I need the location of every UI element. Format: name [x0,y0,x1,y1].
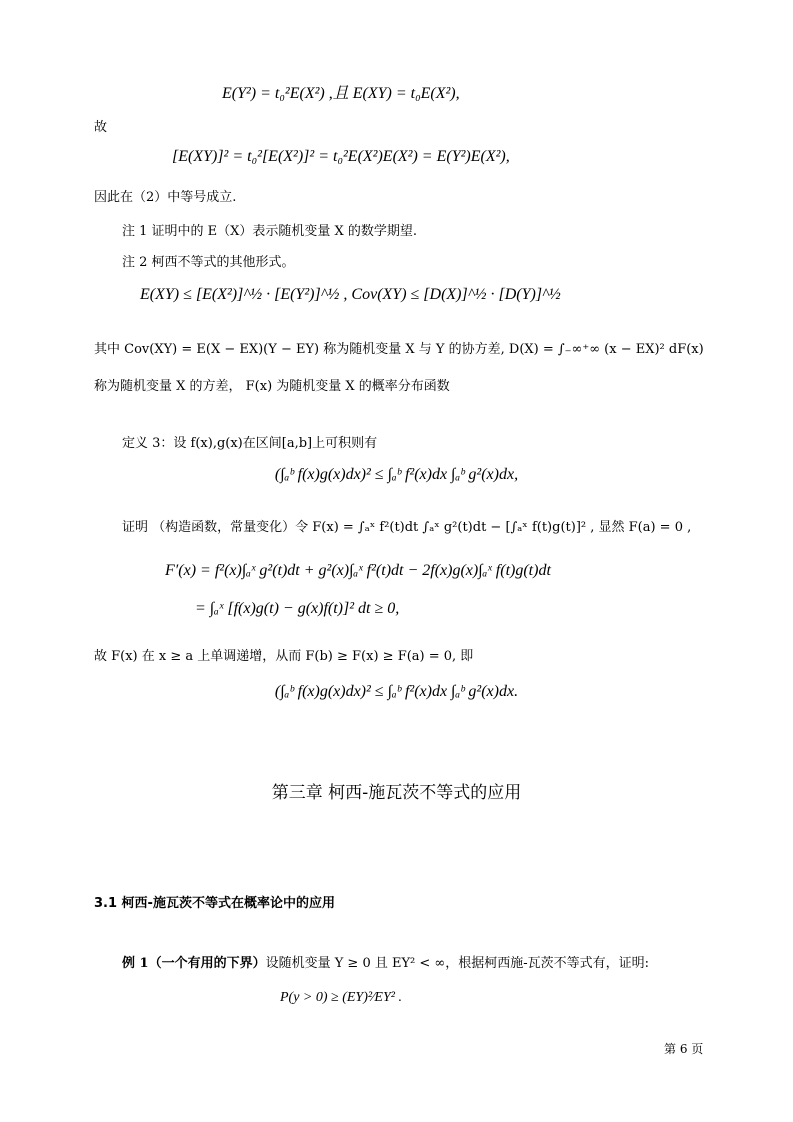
text-proof-construct-function: 证明 （构造函数，常量变化）令 F(x) = ∫ₐˣ f²(t)dt ∫ₐˣ g²(t)dt − [∫ₐˣ f(t)g(t)]² , 显然 F(a) = 0 , [122,520,692,535]
text-monotone-increasing: 故 F(x) 在 x ≥ a 上单调递增，从而 F(b) ≥ F(x) ≥ F(a) = 0, 即 [94,649,474,664]
equation-derivative: F′(x) = f²(x)∫ₐˣ g²(t)dt + g²(x)∫ₐˣ f²(t)dt − 2f(x)g(x)∫ₐˣ f(t)g(t)dt [165,562,551,579]
chapter-title: 第三章 柯西-施瓦茨不等式的应用 [271,783,522,803]
equation-derivative-nonnegative: = ∫ₐˣ [f(x)g(t) − g(x)f(t)]² dt ≥ 0, [195,600,400,617]
definition-3: 定义 3：设 f(x),g(x)在区间[a,b]上可积则有 [122,436,378,451]
page-number: 第 6 页 [664,1042,704,1056]
text-equality-holds: 因此在（2）中等号成立. [94,190,237,205]
note-2: 注 2 柯西不等式的其他形式。 [122,255,295,270]
text-variance-definition: 称为随机变量 X 的方差， F(x) 为随机变量 X 的概率分布函数 [94,379,450,394]
equation-lower-bound: P(y > 0) ≥ (EY)²⁄EY² . [280,990,402,1005]
equation-integral-inequality-conclusion: (∫ₐᵇ f(x)g(x)dx)² ≤ ∫ₐᵇ f²(x)dx ∫ₐᵇ g²(x)dx. [274,683,519,700]
text-therefore: 故 [94,120,108,135]
text-covariance-definition: 其中 Cov(XY) = E(X − EX)(Y − EY) 称为随机变量 X 与 Y 的协方差, D(X) = ∫₋∞⁺∞ (x − EX)² dF(x) [94,342,704,357]
note-1: 注 1 证明中的 E（X）表示随机变量 X 的数学期望. [122,224,418,239]
example-label: 例 1（一个有用的下界） [122,956,266,971]
section-title: 3.1 柯西-施瓦茨不等式在概率论中的应用 [94,896,335,911]
example-1 [122,952,649,971]
example-text: 设随机变量 Y ≥ 0 且 EY² < ∞，根据柯西施-瓦茨不等式有，证明: [265,956,650,971]
equation-integral-inequality: (∫ₐᵇ f(x)g(x)dx)² ≤ ∫ₐᵇ f²(x)dx ∫ₐᵇ g²(x)dx, [274,466,519,483]
equation-expectation-relations: E(Y²) = t₀²E(X²) ,且 E(XY) = t₀E(X²), [222,85,460,102]
equation-cauchy-other-forms: E(XY) ≤ [E(X²)]^½ · [E(Y²)]^½ , Cov(XY) ≤ [D(X)]^½ · [D(Y)]^½ [140,286,561,303]
equation-equality-chain: [E(XY)]² = t₀²[E(X²)]² = t₀²E(X²)E(X²) = E(Y²)E(X²), [172,148,510,165]
